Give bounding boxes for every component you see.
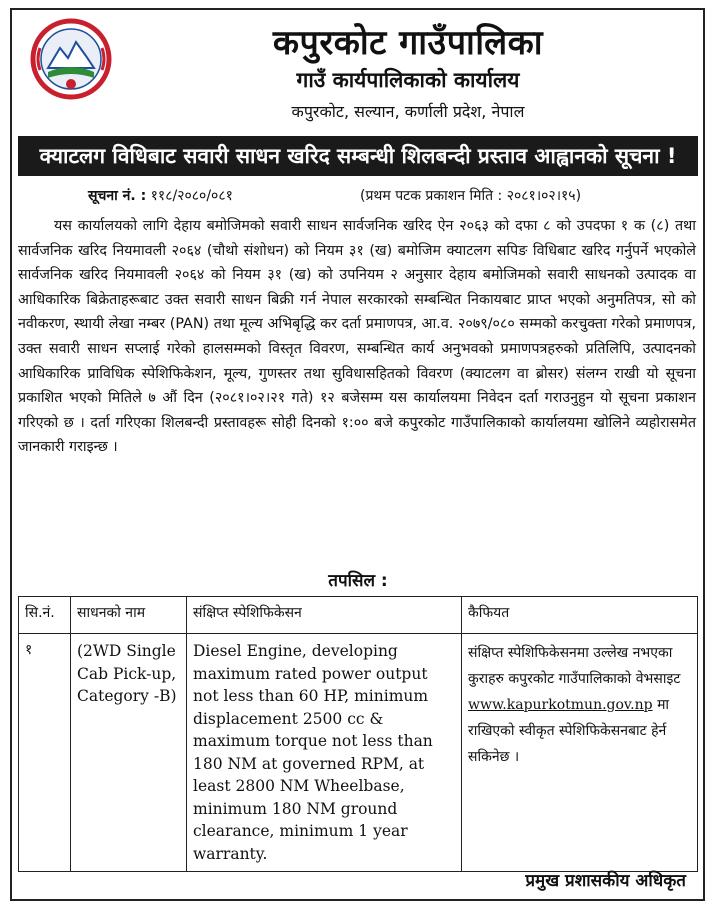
notice-body-paragraph: यस कार्यालयको लागि देहाय बमोजिमको सवारी साधन सार्वजनिक खरिद ऐन २०६३ को दफा ८ को उपदफा १ क (८) तथा सार्वजनिक खरिद नियमावली २०६४ (चौथो संशोधन) को नियम ३१ (ख) बमोजिम क्याटलग सपिङ विधिबाट खरिद गर्नुपर्ने भएकोले सार्वजनिक खरिद नियमावली २०६४ को नियम ३१ (ख) को उपनियम २ अनुसार देहाय बमोजिमको सवारी साधनको उत्पादक वा आधिकारिक बिक्रेताहरूबाट उक्त सवारी साधन बिक्री गर्न नेपाल सरकारको सम्बन्धित निकायबाट प्राप्त भएको अनुमतिपत्र, सो को नवीकरण, स्थायी लेखा नम्बर (PAN) तथा मूल्य अभिबृद्धि कर दर्ता प्रमाणपत्र, आ.व. २०७९/०८० सम्मको करचुक्ता गरेको प्रमाणपत्र, उक्त सवारी साधन सप्लाई गरेको हालसम्मको विस्तृत विवरण, सम्बन्धित कार्य अनुभवको प्रमाणपत्रहरुको प्रतिलिपि, उत्पादनको आधिकारिक प्राविधिक स्पेशिफिकेशन, मूल्य, गुणस्तर तथा सुविधासहितको विवरण (क्याटलग वा ब्रोसर) संलग्न राखी यो सूचना प्रकाशित भएको मितिले ७ औं दिन (२०८१।०२।२१ गते) १२ बजेसम्म यस कार्यालयमा निवेदन दर्ता गराउनुहुन यो सूचना प्रकाशन गरिएको छ । दर्ता गरिएका शिलबन्दी प्रस्तावहरू सोही दिनको १:०० बजे कपुरकोट गाउँपालिकाको कार्यालयमा खोलिने व्यहोरासमेत जानकारी गराइन्छ ।	[18, 218, 696, 456]
website-link[interactable]: www.kapurkotmun.gov.np	[468, 697, 653, 713]
notice-heading-banner: क्याटलग विधिबाट सवारी साधन खरिद सम्बन्धी शिलबन्दी प्रस्ताव आह्वानको सूचना !	[18, 136, 698, 176]
vehicle-table	[18, 596, 698, 872]
nepal-emblem-icon	[30, 18, 112, 100]
col-header-name: साधनको नाम	[71, 597, 187, 634]
notice-number	[88, 186, 233, 205]
cell-sn: १	[19, 634, 71, 872]
table-header-row	[19, 597, 698, 634]
notice-number-label: सूचना नं. :	[88, 188, 147, 204]
col-header-remarks: कैफियत	[462, 597, 698, 634]
annex-title: तपसिल :	[328, 571, 388, 591]
col-header-sn: सि.नं.	[19, 597, 71, 634]
remarks-text-before: संक्षिप्त स्पेशिफिकेसनमा उल्लेख नभएका कुराहरु कपुरकोट गाउँपालिकाको वेभसाइट	[468, 645, 681, 687]
first-publication-date: (प्रथम पटक प्रकाशन मिति : २०८१।०२।१५)	[360, 188, 582, 204]
office-address: कपुरकोट, सल्यान, कर्णाली प्रदेश, नेपाल	[291, 102, 525, 121]
notice-body	[18, 214, 696, 460]
table-row	[19, 634, 698, 872]
col-header-spec: संक्षिप्त स्पेशिफिकेसन	[187, 597, 462, 634]
office-name: गाउँ कार्यपालिकाको कार्यालय	[296, 68, 520, 92]
remarks-text-after: मा राखिएको स्वीकृत स्पेशिफिकेसनबाट हेर्न सकिनेछ ।	[468, 697, 670, 765]
cell-remarks	[462, 634, 698, 872]
municipality-title: कपुरकोट गाउँपालिका	[272, 23, 544, 63]
cell-specification: Diesel Engine, developing maximum rated power output not less than 60 HP, minimum displacement 2500 cc & maximum torque not less than 180 NM at governed RPM, at least 2800 NM Wheelbase, minimum 180 NM ground clearance, minimum 1 year warranty.	[187, 634, 462, 872]
signatory-title: प्रमुख प्रशासकीय अधिकृत	[525, 871, 686, 891]
notice-number-value: ११८/२०८०/०८१	[150, 188, 233, 204]
cell-vehicle-name: (2WD Single Cab Pick-up, Category -B)	[71, 634, 187, 872]
